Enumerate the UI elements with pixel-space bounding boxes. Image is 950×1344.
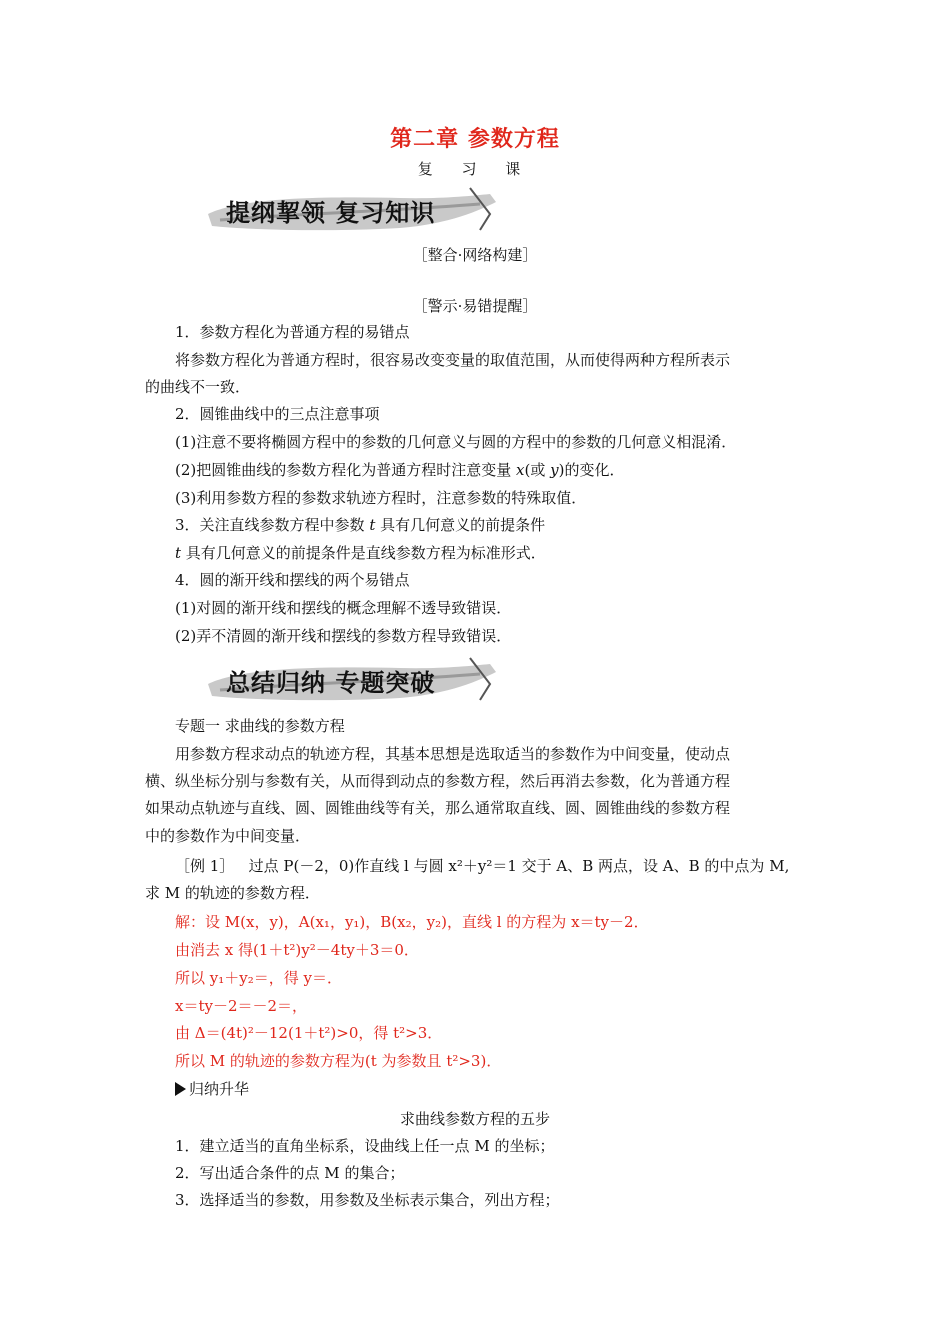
solution-line-2: 由消去 x 得(1＋t²)y²－4ty＋3＝0． (175, 941, 419, 959)
solution-line-1: 解：设 M(x，y)，A(x₁，y₁)，B(x₂，y₂)，直线 l 的方程为 x＝ty－2． (175, 913, 649, 931)
topic-1-para-3: 如果动点轨迹与直线、圆、圆锥曲线等有关，那么通常取直线、圆、圆锥曲线的参数方程 (145, 799, 731, 817)
summary-banner (200, 654, 500, 706)
warning-1-body-1: 将参数方程化为普通方程时，很容易改变变量的取值范围，从而使得两种方程所表示 (175, 351, 731, 369)
topic-1-para-1: 用参数方程求动点的轨迹方程，其基本思想是选取适当的参数作为中间变量，使动点 (175, 745, 731, 763)
summary-step-2: 2．写出适合条件的点 M 的集合； (175, 1164, 405, 1182)
summary-step-1: 1．建立适当的直角坐标系，设曲线上任一点 M 的坐标； (175, 1137, 555, 1155)
review-banner-text: 提纲挈领 复习知识 (226, 199, 436, 227)
solution-line-5: 由 Δ＝(4t)²－12(1＋t²)>0，得 t²>3． (175, 1024, 443, 1042)
topic-1-title: 专题一 求曲线的参数方程 (175, 717, 345, 735)
solution-line-4: x＝ty－2＝－2＝， (175, 997, 308, 1015)
warning-3-body: t 具有几何意义的前提条件是直线参数方程为标准形式． (175, 544, 546, 562)
lesson-subtitle: 复 习 课 (417, 160, 533, 178)
summary-banner-text: 总结归纳 专题突破 (226, 669, 436, 697)
warning-1-body-2: 的曲线不一致． (145, 378, 251, 396)
summary-step-3: 3．选择适当的参数，用参数及坐标表示集合，列出方程； (175, 1191, 560, 1209)
warning-1-title: 1．参数方程化为普通方程的易错点 (175, 323, 410, 341)
warning-4-title: 4．圆的渐开线和摆线的两个易错点 (175, 571, 410, 589)
warning-2-point-3: (3)利用参数方程的参数求轨迹方程时，注意参数的特殊取值． (175, 489, 587, 507)
solution-line-6: 所以 M 的轨迹的参数方程为(t 为参数且 t²>3)． (175, 1052, 502, 1070)
triangle-bullet-icon (175, 1082, 186, 1096)
example-1-question-2: 求 M 的轨迹的参数方程． (145, 884, 320, 902)
topic-1-para-2: 横、纵坐标分别与参数有关，从而得到动点的参数方程，然后再消去参数，化为普通方程 (145, 772, 731, 790)
section-network: ［整合·网络构建］ (412, 246, 538, 264)
example-1-question: ［例 1］ 过点 P(－2，0)作直线 l 与圆 x²＋y²＝1 交于 A、B 两点，设 A、B 的中点为 M, (175, 857, 790, 875)
warning-2-title: 2．圆锥曲线中的三点注意事项 (175, 405, 380, 423)
example-1-label: ［例 1］ (175, 857, 235, 875)
summary-title: 求曲线参数方程的五步 (399, 1110, 550, 1128)
review-banner (200, 184, 500, 236)
section-warning: ［警示·易错提醒］ (412, 297, 538, 315)
solution-label: 解： (175, 913, 206, 931)
warning-4-point-1: (1)对圆的渐开线和摆线的概念理解不透导致错误． (175, 599, 512, 617)
warning-4-point-2: (2)弄不清圆的渐开线和摆线的参数方程导致错误． (175, 627, 512, 645)
topic-1-para-4: 中的参数作为中间变量． (145, 827, 311, 845)
warning-2-point-1: (1)注意不要将椭圆方程中的参数的几何意义与圆的方程中的参数的几何意义相混淆． (175, 433, 737, 451)
warning-3-title: 3．关注直线参数方程中参数 t 具有几何意义的前提条件 (175, 516, 546, 534)
solution-line-3: 所以 y₁＋y₂＝，得 y＝． (175, 969, 342, 987)
warning-2-point-2: (2)把圆锥曲线的参数方程化为普通方程时注意变量 x(或 y)的变化． (175, 461, 625, 479)
summary-heading: 归纳升华 (175, 1079, 249, 1099)
chapter-title: 第二章 参数方程 (390, 127, 560, 152)
